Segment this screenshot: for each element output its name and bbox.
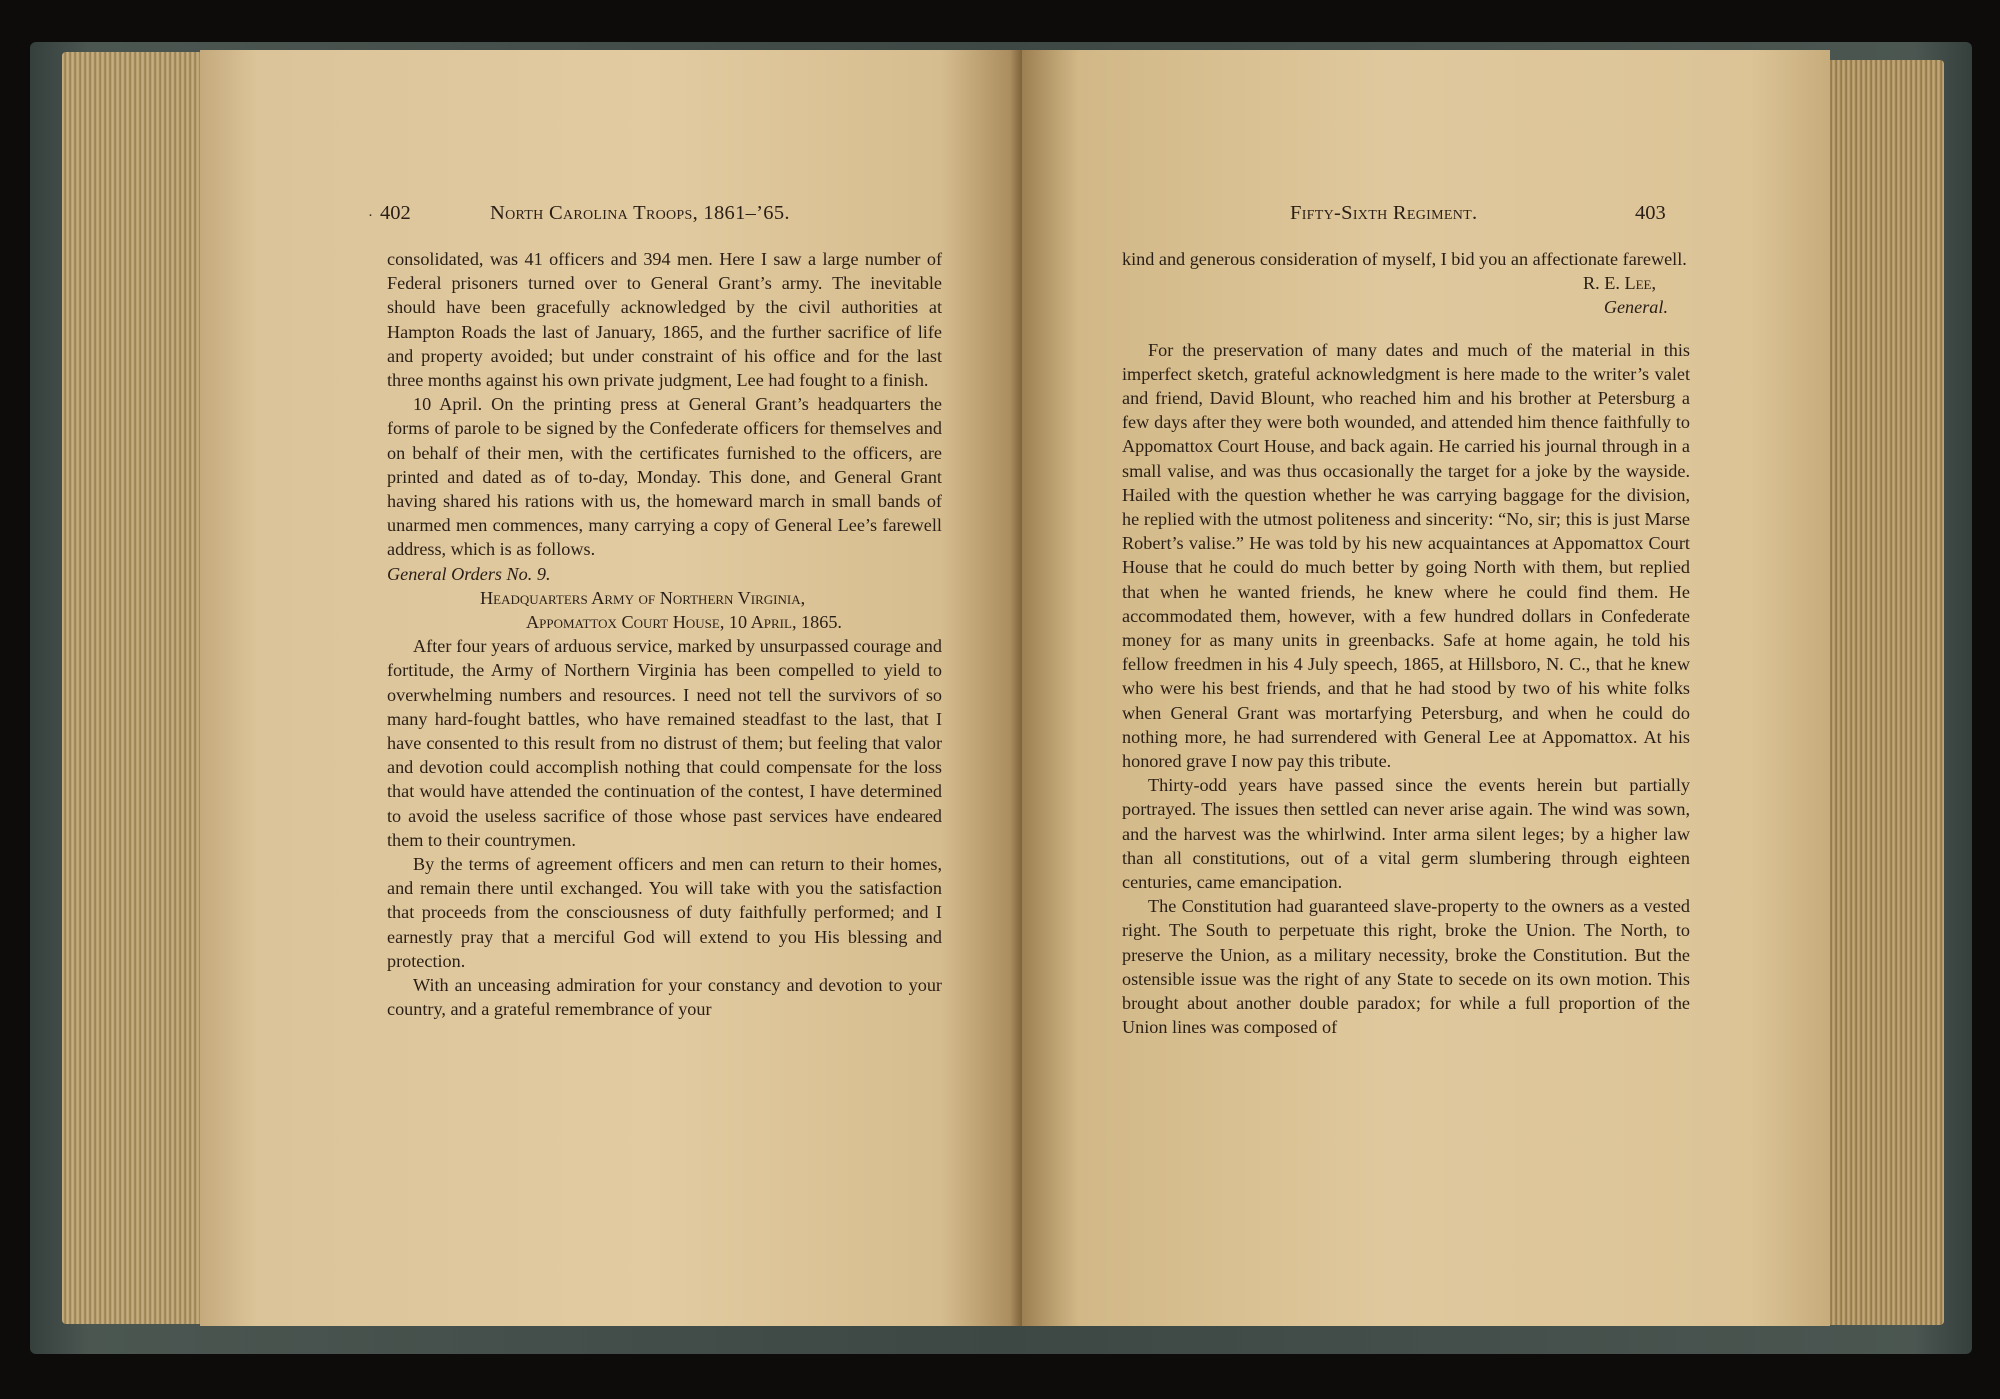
paragraph: Thirty-odd years have passed since the events herein but partially portrayed. The issues then settled can never arise again. The wind was sown, and the harvest was the whirlwind. Inter arma silent leges; by a higher law than all constitutions, out of a vital germ slumbering through eighteen centuries, came emancipation. xyxy=(1122,775,1690,893)
left-running-title: North Carolina Troops, 1861–’65. xyxy=(490,202,790,224)
right-page-edges xyxy=(1818,60,1944,1325)
right-page-number: 403 xyxy=(1635,202,1666,224)
left-page xyxy=(200,50,1022,1326)
order-paragraph: After four years of arduous service, marked by unsurpassed courage and fortitude, the Army of Northern Virginia has been compelled to yield to overwhelming numbers and resources. I need not tell the survivors of so many hard-fought battles, who have remained steadfast to the last, that I have consented to this result from no distrust of them; but feeling that valor and devotion could accomplish nothing that could compensate for the loss that would have attended the continuation of the contest, I have determined to avoid the useless sacrifice of those whose past services have endeared them to their countrymen. xyxy=(387,636,942,850)
order-paragraph: With an unceasing admiration for your constancy and devotion to your country, and a grateful remembrance of your xyxy=(387,975,942,1020)
left-text-block xyxy=(387,247,942,1022)
signature-row xyxy=(1122,271,1690,295)
order-paragraph: By the terms of agreement officers and men can return to their homes, and remain there until exchanged. You will take with you the satisfaction that proceeds from the consciousness of duty faithfully performed; and I earnestly pray that a merciful God will extend to you His blessing and protection. xyxy=(387,854,942,971)
left-page-number: 402 xyxy=(380,202,411,224)
right-text-block xyxy=(1122,247,1690,1040)
headquarters-line: Headquarters Army of Northern Virginia, xyxy=(480,587,806,608)
signature-title: General. xyxy=(1603,297,1668,318)
letter-continuation: kind and generous consideration of myself, I bid you an affectionate farewell. xyxy=(1122,249,1687,269)
signature-name: R. E. Lee, xyxy=(1583,273,1656,294)
paragraph: 10 April. On the printing press at General Grant’s headquarters the forms of parole to be signed by the Confederate officers for themselves and on behalf of their men, with the certificates furnished to the officers, are printed and dated as of to-day, Monday. This done, and General Grant having shared his rations with us, the homeward march in small bands of unarmed men commences, many carrying a copy of General Lee’s farewell address, which is as follows. xyxy=(387,394,942,560)
paragraph: For the preservation of many dates and much of the material in this imperfect sketch, grateful acknowledgment is here made to the writer’s valet and friend, David Blount, who reached him and his brother at Petersburg a few days after they were both wounded, and attended him thence faithfully to Appomattox Court House, and back again. He carried his journal through in a small valise, and was thus occasionally the target for a joke by the wayside. Hailed with the question whether he was carrying baggage for the division, he replied with the utmost politeness and sincerity: “No, sir; this is just Marse Robert’s valise.” He was told by his new acquaintances at Appomattox Court House that he could do much better by going North with them, but replied that when he wanted friends, he knew where he could find them. He accommodated them, however, with a few hundred dollars in Confederate money for as many units in greenbacks. Safe at home again, he told his fellow freedmen in his 4 July speech, 1865, at Hillsboro, N. C., that he knew who were his best friends, and that he had stood by two of his white folks when General Grant was mortarfying Petersburg, and when he could do nothing more, he had surrendered with General Lee at Appomattox. At his honored grave I now pay this tribute. xyxy=(1122,339,1690,772)
general-orders-heading: General Orders No. 9. xyxy=(387,563,551,584)
left-page-edges xyxy=(62,52,212,1324)
right-running-title: Fifty-Sixth Regiment. xyxy=(1290,202,1478,224)
ink-dot: · xyxy=(368,208,373,224)
headquarters-date-line: Appomattox Court House, 10 April, 1865. xyxy=(526,612,842,633)
paragraph: The Constitution had guaranteed slave-property to the owners as a vested right. The South to perpetuate this right, broke the Union. The North, to preserve the Union, as a military necessity, broke the Constitution. But the ostensible issue was the right of any State to secede on its own motion. This brought about another double paradox; for while a full proportion of the Union lines was composed of xyxy=(1122,896,1690,1038)
right-page xyxy=(1022,50,1830,1326)
paragraph: consolidated, was 41 officers and 394 men. Here I saw a large number of Federal prisoners turned over to General Grant’s army. The inevitable should have been gracefully acknowledged by the civil authorities at Hampton Roads the last of January, 1865, and the further sacrifice of life and property avoided; but under constraint of his office and for the last three months against his own private judgment, Lee had fought to a finish. xyxy=(387,249,942,391)
